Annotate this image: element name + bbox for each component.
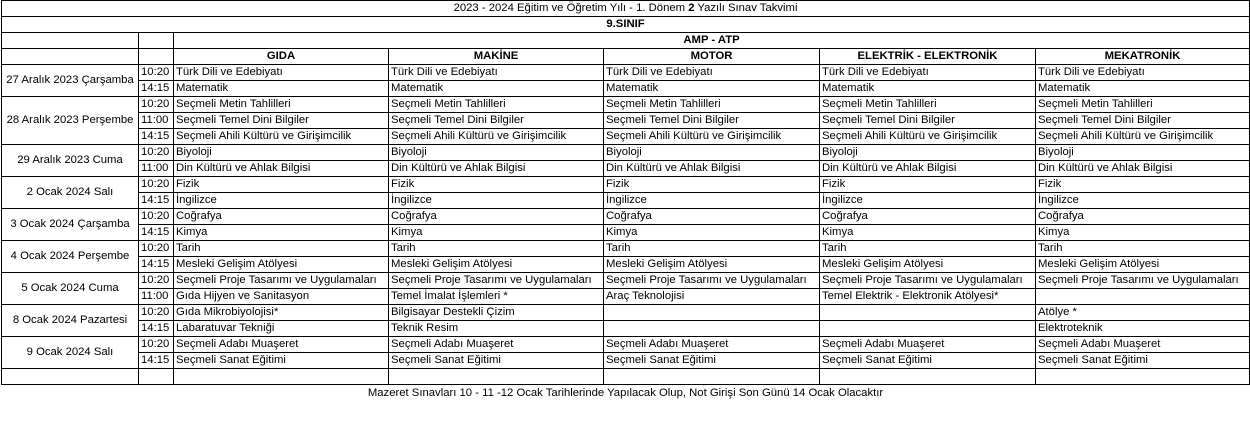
exam-course-cell: Türk Dili ve Edebiyatı — [174, 65, 389, 81]
exam-time: 14:15 — [139, 193, 174, 209]
empty-cell — [139, 49, 174, 65]
exam-course-cell: Seçmeli Temel Dini Bilgiler — [389, 113, 604, 129]
schedule-row — [2, 97, 1250, 113]
schedule-row — [2, 241, 1250, 257]
schedule-row — [2, 353, 1250, 369]
exam-course-cell: Din Kültürü ve Ahlak Bilgisi — [389, 161, 604, 177]
blank-row — [2, 369, 1250, 385]
exam-course-cell — [820, 305, 1036, 321]
schedule-row — [2, 81, 1250, 97]
exam-course-cell: Mesleki Gelişim Atölyesi — [1036, 257, 1250, 273]
exam-course-cell: Matematik — [174, 81, 389, 97]
exam-course-cell: Seçmeli Adabı Muaşeret — [820, 337, 1036, 353]
empty-cell — [389, 369, 604, 385]
exam-date: 29 Aralık 2023 Cuma — [2, 145, 139, 177]
exam-course-cell: Fizik — [1036, 177, 1250, 193]
exam-course-cell: Seçmeli Proje Tasarımı ve Uygulamaları — [820, 273, 1036, 289]
exam-course-cell: İngilizce — [174, 193, 389, 209]
schedule-row — [2, 321, 1250, 337]
exam-course-cell: Fizik — [604, 177, 820, 193]
exam-course-cell: Atölye * — [1036, 305, 1250, 321]
exam-course-cell: İngilizce — [389, 193, 604, 209]
exam-time: 14:15 — [139, 321, 174, 337]
exam-course-cell: Biyoloji — [389, 145, 604, 161]
exam-course-cell: Seçmeli Sanat Eğitimi — [1036, 353, 1250, 369]
schedule-row — [2, 225, 1250, 241]
exam-course-cell: Coğrafya — [389, 209, 604, 225]
exam-course-cell: Temel İmalat İşlemleri * — [389, 289, 604, 305]
schedule-row — [2, 193, 1250, 209]
exam-course-cell: Matematik — [1036, 81, 1250, 97]
exam-course-cell: Matematik — [389, 81, 604, 97]
empty-cell — [1036, 369, 1250, 385]
department-header: GIDA — [174, 49, 389, 65]
empty-cell — [174, 369, 389, 385]
exam-course-cell: Seçmeli Proje Tasarımı ve Uygulamaları — [389, 273, 604, 289]
exam-course-cell: Teknik Resim — [389, 321, 604, 337]
exam-time: 14:15 — [139, 353, 174, 369]
footer-note: Mazeret Sınavları 10 - 11 -12 Ocak Tarihlerinde Yapılacak Olup, Not Girişi Son Günü 14 Ocak Olacaktır — [2, 385, 1250, 402]
empty-cell — [2, 49, 139, 65]
exam-date: 3 Ocak 2024 Çarşamba — [2, 209, 139, 241]
exam-date: 8 Ocak 2024 Pazartesi — [2, 305, 139, 337]
exam-course-cell: Din Kültürü ve Ahlak Bilgisi — [1036, 161, 1250, 177]
exam-course-cell: Seçmeli Ahili Kültürü ve Girişimcilik — [389, 129, 604, 145]
exam-course-cell: Kimya — [604, 225, 820, 241]
exam-date: 5 Ocak 2024 Cuma — [2, 273, 139, 305]
schedule-title: 2023 - 2024 Eğitim ve Öğretim Yılı - 1. Dönem 2 Yazılı Sınav Takvimi — [2, 1, 1250, 17]
schedule-row — [2, 129, 1250, 145]
exam-course-cell: Seçmeli Temel Dini Bilgiler — [820, 113, 1036, 129]
exam-course-cell: Seçmeli Ahili Kültürü ve Girişimcilik — [820, 129, 1036, 145]
schedule-row — [2, 289, 1250, 305]
exam-course-cell: Kimya — [174, 225, 389, 241]
exam-course-cell — [604, 321, 820, 337]
exam-time: 10:20 — [139, 177, 174, 193]
exam-course-cell: Seçmeli Adabı Muaşeret — [389, 337, 604, 353]
exam-course-cell: Gıda Hijyen ve Sanitasyon — [174, 289, 389, 305]
empty-cell — [820, 369, 1036, 385]
exam-course-cell: Seçmeli Proje Tasarımı ve Uygulamaları — [1036, 273, 1250, 289]
exam-date: 28 Aralık 2023 Perşembe — [2, 97, 139, 145]
exam-course-cell: Seçmeli Ahili Kültürü ve Girişimcilik — [174, 129, 389, 145]
exam-course-cell: Tarih — [604, 241, 820, 257]
exam-course-cell: Seçmeli Adabı Muaşeret — [1036, 337, 1250, 353]
exam-course-cell: Seçmeli Temel Dini Bilgiler — [1036, 113, 1250, 129]
exam-course-cell: Biyoloji — [174, 145, 389, 161]
schedule-row — [2, 273, 1250, 289]
schedule-row — [2, 305, 1250, 321]
exam-course-cell: İngilizce — [604, 193, 820, 209]
exam-course-cell: Biyoloji — [1036, 145, 1250, 161]
exam-time: 11:00 — [139, 161, 174, 177]
exam-course-cell: Labaratuvar Tekniği — [174, 321, 389, 337]
exam-time: 14:15 — [139, 225, 174, 241]
exam-course-cell: Temel Elektrik - Elektronik Atölyesi* — [820, 289, 1036, 305]
exam-time: 11:00 — [139, 289, 174, 305]
schedule-row — [2, 177, 1250, 193]
schedule-row — [2, 257, 1250, 273]
exam-time: 10:20 — [139, 273, 174, 289]
exam-date: 4 Ocak 2024 Perşembe — [2, 241, 139, 273]
exam-time: 10:20 — [139, 145, 174, 161]
exam-time: 10:20 — [139, 209, 174, 225]
exam-course-cell: Mesleki Gelişim Atölyesi — [389, 257, 604, 273]
exam-course-cell: Seçmeli Sanat Eğitimi — [389, 353, 604, 369]
exam-course-cell: Biyoloji — [604, 145, 820, 161]
exam-date: 9 Ocak 2024 Salı — [2, 337, 139, 369]
exam-course-cell: Mesleki Gelişim Atölyesi — [604, 257, 820, 273]
exam-course-cell: Türk Dili ve Edebiyatı — [1036, 65, 1250, 81]
exam-course-cell: Tarih — [1036, 241, 1250, 257]
exam-course-cell: Seçmeli Sanat Eğitimi — [820, 353, 1036, 369]
exam-course-cell: Seçmeli Sanat Eğitimi — [174, 353, 389, 369]
exam-course-cell: Seçmeli Sanat Eğitimi — [604, 353, 820, 369]
schedule-row — [2, 161, 1250, 177]
empty-cell — [2, 369, 139, 385]
exam-time: 10:20 — [139, 65, 174, 81]
exam-date: 2 Ocak 2024 Salı — [2, 177, 139, 209]
schedule-row — [2, 145, 1250, 161]
empty-cell — [2, 33, 139, 49]
exam-course-cell: Seçmeli Adabı Muaşeret — [604, 337, 820, 353]
exam-course-cell: İngilizce — [820, 193, 1036, 209]
exam-course-cell: İngilizce — [1036, 193, 1250, 209]
exam-course-cell: Seçmeli Adabı Muaşeret — [174, 337, 389, 353]
exam-course-cell — [1036, 289, 1250, 305]
exam-time: 11:00 — [139, 113, 174, 129]
exam-course-cell: Seçmeli Metin Tahlilleri — [604, 97, 820, 113]
exam-course-cell: Coğrafya — [174, 209, 389, 225]
exam-course-cell: Kimya — [820, 225, 1036, 241]
exam-course-cell: Türk Dili ve Edebiyatı — [820, 65, 1036, 81]
exam-course-cell: Tarih — [389, 241, 604, 257]
exam-course-cell: Coğrafya — [604, 209, 820, 225]
exam-time: 14:15 — [139, 129, 174, 145]
exam-course-cell: Seçmeli Ahili Kültürü ve Girişimcilik — [1036, 129, 1250, 145]
exam-course-cell: Seçmeli Metin Tahlilleri — [820, 97, 1036, 113]
department-header: MEKATRONİK — [1036, 49, 1250, 65]
exam-course-cell: Seçmeli Proje Tasarımı ve Uygulamaları — [174, 273, 389, 289]
exam-course-cell: Seçmeli Metin Tahlilleri — [389, 97, 604, 113]
exam-course-cell: Kimya — [389, 225, 604, 241]
empty-cell — [604, 369, 820, 385]
schedule-row — [2, 337, 1250, 353]
exam-course-cell: Din Kültürü ve Ahlak Bilgisi — [174, 161, 389, 177]
exam-course-cell: Elektroteknik — [1036, 321, 1250, 337]
exam-course-cell: Matematik — [820, 81, 1036, 97]
exam-course-cell: Fizik — [389, 177, 604, 193]
schedule-row — [2, 65, 1250, 81]
schedule-row — [2, 209, 1250, 225]
exam-course-cell: Fizik — [820, 177, 1036, 193]
exam-time: 10:20 — [139, 337, 174, 353]
exam-time: 14:15 — [139, 81, 174, 97]
exam-course-cell: Seçmeli Metin Tahlilleri — [174, 97, 389, 113]
exam-course-cell: Seçmeli Temel Dini Bilgiler — [604, 113, 820, 129]
exam-schedule-table — [1, 0, 1250, 401]
exam-date: 27 Aralık 2023 Çarşamba — [2, 65, 139, 97]
exam-course-cell: Tarih — [820, 241, 1036, 257]
exam-course-cell: Seçmeli Ahili Kültürü ve Girişimcilik — [604, 129, 820, 145]
exam-course-cell: Araç Teknolojisi — [604, 289, 820, 305]
exam-course-cell: Din Kültürü ve Ahlak Bilgisi — [820, 161, 1036, 177]
exam-course-cell — [820, 321, 1036, 337]
exam-course-cell: Mesleki Gelişim Atölyesi — [174, 257, 389, 273]
exam-course-cell: Bilgisayar Destekli Çizim — [389, 305, 604, 321]
schedule-row — [2, 113, 1250, 129]
exam-course-cell: Din Kültürü ve Ahlak Bilgisi — [604, 161, 820, 177]
program-label: AMP - ATP — [174, 33, 1250, 49]
exam-course-cell: Tarih — [174, 241, 389, 257]
department-header: ELEKTRİK - ELEKTRONİK — [820, 49, 1036, 65]
exam-course-cell: Türk Dili ve Edebiyatı — [389, 65, 604, 81]
department-header: MOTOR — [604, 49, 820, 65]
exam-course-cell: Fizik — [174, 177, 389, 193]
exam-course-cell: Seçmeli Proje Tasarımı ve Uygulamaları — [604, 273, 820, 289]
exam-course-cell: Türk Dili ve Edebiyatı — [604, 65, 820, 81]
exam-course-cell: Coğrafya — [1036, 209, 1250, 225]
empty-cell — [139, 369, 174, 385]
exam-time: 14:15 — [139, 257, 174, 273]
grade-label: 9.SINIF — [2, 17, 1250, 33]
exam-course-cell: Seçmeli Metin Tahlilleri — [1036, 97, 1250, 113]
exam-time: 10:20 — [139, 241, 174, 257]
exam-course-cell: Matematik — [604, 81, 820, 97]
exam-course-cell: Kimya — [1036, 225, 1250, 241]
exam-time: 10:20 — [139, 305, 174, 321]
exam-course-cell: Gıda Mikrobiyolojisi* — [174, 305, 389, 321]
exam-course-cell — [604, 305, 820, 321]
exam-course-cell: Coğrafya — [820, 209, 1036, 225]
exam-time: 10:20 — [139, 97, 174, 113]
empty-cell — [139, 33, 174, 49]
department-header: MAKİNE — [389, 49, 604, 65]
exam-course-cell: Seçmeli Temel Dini Bilgiler — [174, 113, 389, 129]
exam-course-cell: Biyoloji — [820, 145, 1036, 161]
exam-course-cell: Mesleki Gelişim Atölyesi — [820, 257, 1036, 273]
